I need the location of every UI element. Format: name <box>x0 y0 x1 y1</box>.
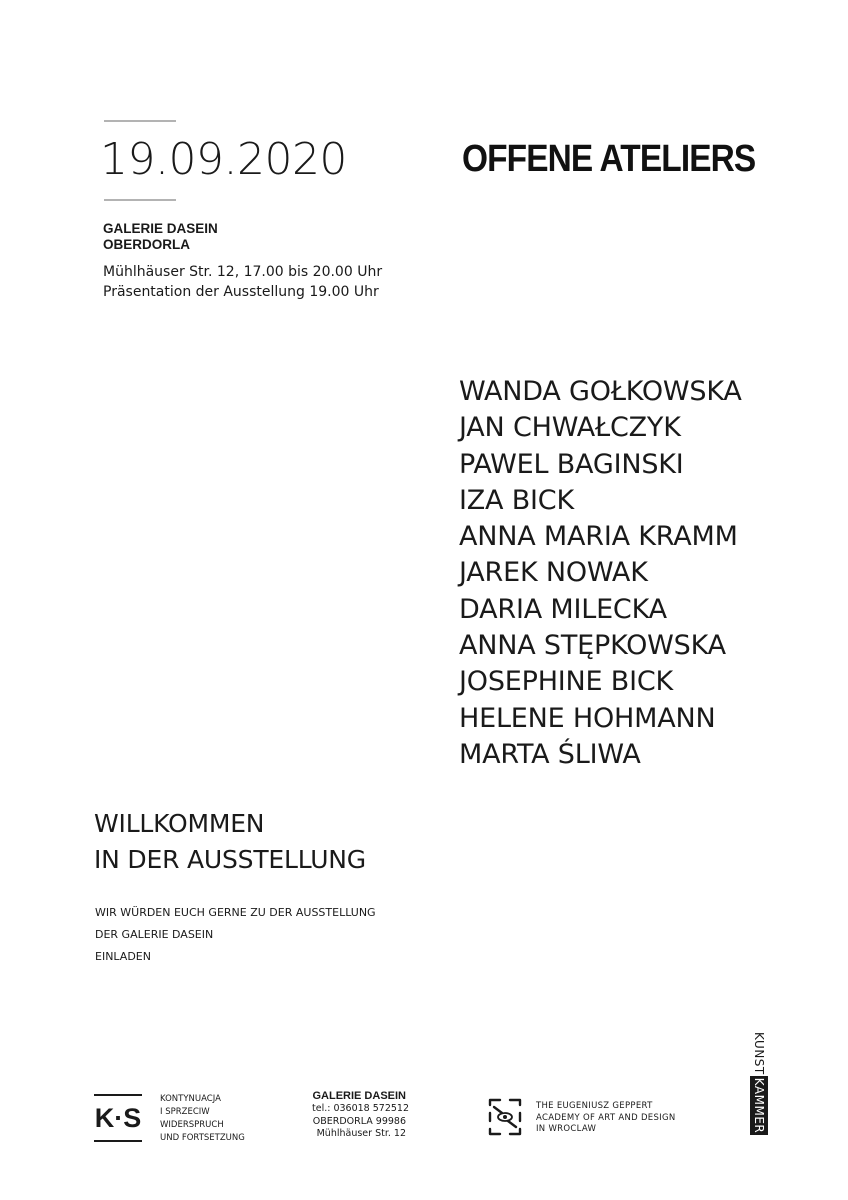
date-rule-top <box>104 120 176 122</box>
artist-name: JAREK NOWAK <box>459 557 648 589</box>
welcome-heading <box>94 806 366 878</box>
ks-line: WIDERSPRUCH <box>160 1120 224 1130</box>
gallery-town: OBERDORLA 99986 <box>312 1115 406 1127</box>
kunstkammer-logo-part-2: KAMMER <box>752 1077 766 1134</box>
artist-name: DARIA MILECKA <box>459 593 667 625</box>
ks-line: KONTYNUACJA <box>160 1094 221 1104</box>
artist-name: HELENE HOHMANN <box>459 702 716 734</box>
address-line: Mühlhäuser Str. 12, 17.00 bis 20.00 Uhr <box>103 264 383 280</box>
presentation-line: Präsentation der Ausstellung 19.00 Uhr <box>103 284 379 300</box>
poster-title: OFFENE ATELIERS <box>462 138 756 180</box>
gallery-phone: tel.: 036018 572512 <box>312 1103 409 1114</box>
venue-town: OBERDORLA <box>103 237 190 252</box>
academy-line: THE EUGENIUSZ GEPPERT <box>536 1101 653 1111</box>
ks-logo-rule-top <box>94 1094 142 1096</box>
welcome-line-1: WILLKOMMEN <box>94 809 265 838</box>
artist-name: ANNA MARIA KRAMM <box>459 521 738 553</box>
academy-logo-icon <box>486 1097 524 1137</box>
venue-name: GALERIE DASEIN <box>103 221 218 236</box>
artist-name: JAN CHWAŁCZYK <box>459 412 681 444</box>
welcome-line-2: IN DER AUSSTELLUNG <box>94 845 366 874</box>
ks-line: UND FORTSETZUNG <box>160 1133 245 1143</box>
academy-text <box>536 1101 676 1136</box>
artist-name: ANNA STĘPKOWSKA <box>459 630 726 662</box>
artist-name: WANDA GOŁKOWSKA <box>459 376 742 407</box>
gallery-contact <box>312 1089 409 1141</box>
kunstkammer-logo <box>748 1030 770 1140</box>
ks-project-text <box>160 1093 245 1145</box>
event-date: 19.09.2020 <box>100 134 347 185</box>
gallery-name: GALERIE DASEIN <box>312 1090 406 1102</box>
academy-line: ACADEMY OF ART AND DESIGN <box>536 1112 676 1123</box>
invitation-line-1: WIR WÜRDEN EUCH GERNE ZU DER AUSSTELLUNG <box>95 906 376 919</box>
invitation-line-2: DER GALERIE DASEIN <box>95 928 214 941</box>
kunstkammer-logo-part-1: KUNST <box>752 1032 766 1075</box>
ks-line: I SPRZECIW <box>160 1107 210 1117</box>
artist-list <box>459 374 742 773</box>
ks-logo-rule-bottom <box>94 1140 142 1142</box>
venue-heading <box>103 221 218 253</box>
ks-logo: K·S <box>94 1103 142 1133</box>
academy-line: IN WROCLAW <box>536 1124 597 1134</box>
event-details <box>103 262 382 302</box>
gallery-street: Mühlhäuser Str. 12 <box>316 1128 406 1139</box>
date-rule-bottom <box>104 199 176 201</box>
invitation-line-3: EINLADEN <box>95 950 151 963</box>
artist-name: JOSEPHINE BICK <box>459 666 674 698</box>
artist-name: MARTA ŚLIWA <box>459 738 641 770</box>
artist-name: PAWEL BAGINSKI <box>459 448 684 480</box>
invitation-text <box>95 902 376 968</box>
artist-name: IZA BICK <box>459 484 574 516</box>
